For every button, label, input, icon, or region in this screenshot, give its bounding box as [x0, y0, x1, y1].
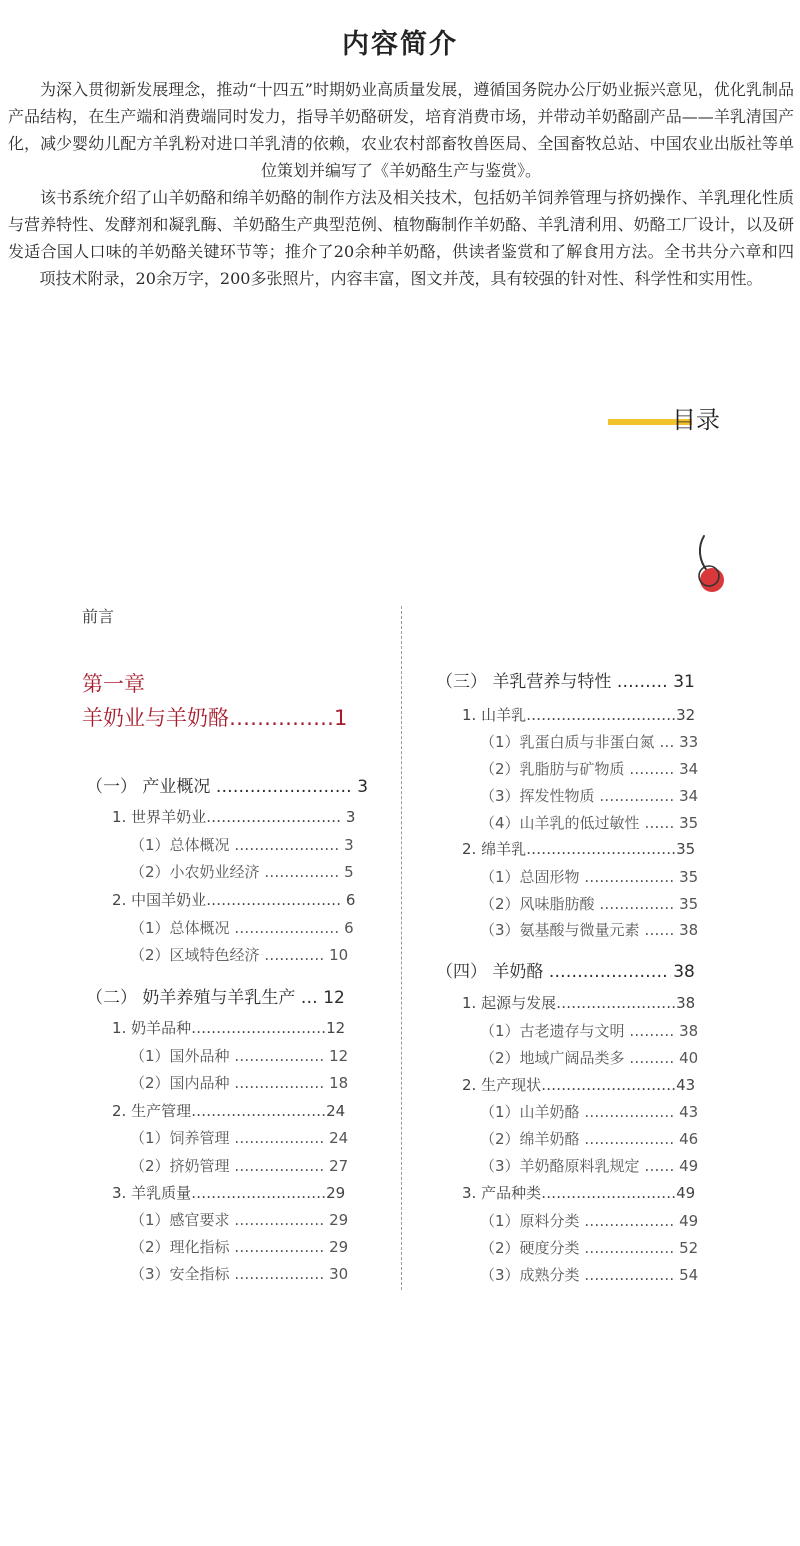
toc-preface: 前言 — [82, 607, 115, 626]
right-entry-5: （3）挥发性物质 …………… 34 — [480, 787, 699, 805]
right-entry-17: （2）绵羊奶酪 ……………… 46 — [480, 1130, 699, 1148]
right-entry-11: （四） 羊奶酪 ………………… 38 — [436, 962, 695, 982]
right-entry-18: （3）羊奶酪原料乳规定 …… 49 — [480, 1157, 699, 1175]
right-entry-2: 1. 山羊乳…………………………32 — [462, 706, 696, 724]
left-entry-5: 2. 中国羊奶业……………………… 6 — [112, 891, 356, 909]
left-entry-16: （1）感官要求 ……………… 29 — [130, 1211, 349, 1229]
right-entry-22: （3）成熟分类 ……………… 54 — [480, 1266, 699, 1284]
left-entry-15: 3. 羊乳质量………………………29 — [112, 1184, 346, 1202]
left-entry-2: 1. 世界羊奶业……………………… 3 — [112, 808, 356, 826]
left-entry-6: （1）总体概况 ………………… 6 — [130, 919, 354, 937]
right-entry-19: 3. 产品种类………………………49 — [462, 1184, 696, 1202]
right-entry-3: （1）乳蛋白质与非蛋白氮 … 33 — [480, 733, 699, 751]
left-entry-12: 2. 生产管理………………………24 — [112, 1102, 346, 1120]
intro-title: 内容简介 — [342, 29, 458, 60]
left-entry-4: （2）小农奶业经济 …………… 5 — [130, 863, 354, 881]
left-entry-10: （1）国外品种 ……………… 12 — [130, 1047, 349, 1065]
right-entry-4: （2）乳脂肪与矿物质 ……… 34 — [480, 760, 699, 778]
right-entry-20: （1）原料分类 ……………… 49 — [480, 1212, 699, 1230]
right-entry-14: （2）地域广阔品类多 ……… 40 — [480, 1049, 699, 1067]
toc-heading — [606, 398, 746, 438]
right-entry-6: （4）山羊乳的低过敏性 …… 35 — [480, 814, 699, 832]
chapter-label: 第一章 — [82, 672, 145, 696]
left-entry-14: （2）挤奶管理 ……………… 27 — [130, 1157, 349, 1175]
left-entry-11: （2）国内品种 ……………… 18 — [130, 1074, 349, 1092]
left-entry-9: 1. 奶羊品种………………………12 — [112, 1019, 346, 1037]
right-entry-1: （三） 羊乳营养与特性 ……… 31 — [436, 672, 695, 692]
right-entry-10: （3）氨基酸与微量元素 …… 38 — [480, 921, 699, 939]
right-entry-7: 2. 绵羊乳…………………………35 — [462, 840, 696, 858]
cherry-icon — [688, 532, 728, 596]
right-entry-9: （2）风味脂肪酸 …………… 35 — [480, 895, 699, 913]
right-entry-12: 1. 起源与发展……………………38 — [462, 994, 696, 1012]
left-entry-8: （二） 奶羊养殖与羊乳生产 … 12 — [86, 988, 345, 1008]
left-entry-3: （1）总体概况 ………………… 3 — [130, 836, 354, 854]
intro-body — [8, 76, 794, 292]
left-entry-17: （2）理化指标 ……………… 29 — [130, 1238, 349, 1256]
intro-paragraph-1: 为深入贯彻新发展理念，推动“十四五”时期奶业高质量发展，遵循国务院办公厅奶业振兴意见，优化乳制品产品结构，在生产端和消费端同时发力，指导羊奶酪研发，培育消费市场，并带动羊奶酪副产品——羊乳清国产化，减少婴幼儿配方羊乳粉对进口羊乳清的依赖，农业农村部畜牧兽医局、全国畜牧总站、中国农业出版社等单位策划并编写了《羊奶酪生产与鉴赏》。 — [8, 80, 794, 180]
right-entry-8: （1）总固形物 ……………… 35 — [480, 868, 699, 886]
right-entry-15: 2. 生产现状………………………43 — [462, 1076, 696, 1094]
left-entry-7: （2）区域特色经济 ………… 10 — [130, 946, 349, 964]
toc-heading-text: 目录 — [672, 406, 720, 434]
right-entry-13: （1）古老遗存与文明 ……… 38 — [480, 1022, 699, 1040]
chapter-title: 羊奶业与羊奶酪……………1 — [82, 706, 348, 730]
left-entry-18: （3）安全指标 ……………… 30 — [130, 1265, 349, 1283]
intro-paragraph-2: 该书系统介绍了山羊奶酪和绵羊奶酪的制作方法及相关技术，包括奶羊饲养管理与挤奶操作、羊乳理化性质与营养特性、发酵剂和凝乳酶、羊奶酪生产典型范例、植物酶制作羊奶酪、羊乳清利用、奶酪工厂设计，以及研发适合国人口味的羊奶酪关键环节等；推介了20余种羊奶酪，供读者鉴赏和了解食用方法。全书共分六章和四项技术附录，20余万字，200多张照片，内容丰富，图文并茂，具有较强的针对性、科学性和实用性。 — [8, 188, 794, 288]
right-entry-21: （2）硬度分类 ……………… 52 — [480, 1239, 699, 1257]
right-entry-16: （1）山羊奶酪 ……………… 43 — [480, 1103, 699, 1121]
left-entry-13: （1）饲养管理 ……………… 24 — [130, 1129, 349, 1147]
toc-divider — [401, 606, 402, 1290]
left-entry-1: （一） 产业概况 …………………… 3 — [86, 777, 369, 797]
